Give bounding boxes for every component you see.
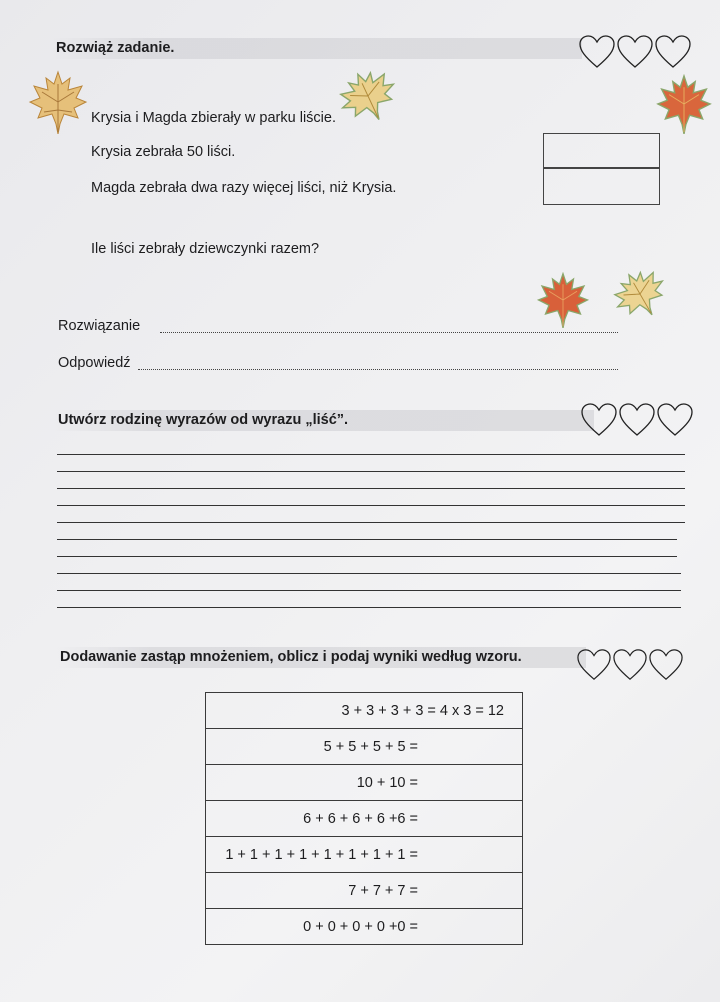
section2-heading: Utwórz rodzinę wyrazów od wyrazu „liść”. [58, 412, 349, 428]
hearts-group-3 [576, 648, 684, 682]
writing-line[interactable] [57, 454, 685, 455]
answer-line[interactable] [138, 369, 618, 370]
writing-line[interactable] [57, 607, 681, 608]
maple-leaf-icon [536, 272, 590, 328]
answer-label: Odpowiedź [58, 355, 131, 371]
calc-cell[interactable]: 10 + 10 = [206, 765, 523, 801]
calc-cell[interactable]: 5 + 5 + 5 + 5 = [206, 729, 523, 765]
writing-line[interactable] [57, 488, 685, 489]
writing-line[interactable] [57, 539, 677, 540]
calc-table [205, 692, 523, 945]
writing-line[interactable] [57, 573, 681, 574]
section1-heading: Rozwiąż zadanie. [56, 40, 175, 56]
writing-line[interactable] [57, 522, 685, 523]
heart-outline-icon [612, 648, 648, 682]
hearts-group-1 [578, 34, 692, 70]
calc-cell[interactable]: 7 + 7 + 7 = [206, 873, 523, 909]
calc-cell: 3 + 3 + 3 + 3 = 4 x 3 = 12 [206, 693, 523, 729]
heart-outline-icon [648, 648, 684, 682]
heart-outline-icon [618, 402, 656, 438]
table-row [206, 837, 523, 873]
story-line-1: Krysia i Magda zbierały w parku liście. [91, 110, 336, 126]
table-row [206, 765, 523, 801]
heart-outline-icon [616, 34, 654, 70]
writing-line[interactable] [57, 471, 685, 472]
story-line-3: Magda zebrała dwa razy więcej liści, niż Krysia. [91, 180, 397, 196]
solution-label: Rozwiązanie [58, 318, 141, 334]
writing-line[interactable] [57, 590, 681, 591]
answer-box-bottom[interactable] [543, 167, 660, 205]
table-row [206, 693, 523, 729]
section3-heading-bar [56, 647, 586, 668]
maple-leaf-icon [28, 70, 88, 134]
hearts-group-2 [580, 402, 694, 438]
section1-heading-bar [52, 38, 582, 59]
maple-leaf-icon [338, 70, 398, 122]
table-row [206, 801, 523, 837]
maple-leaf-icon [610, 270, 670, 318]
writing-line[interactable] [57, 505, 685, 506]
table-row [206, 729, 523, 765]
calc-cell[interactable]: 1 + 1 + 1 + 1 + 1 + 1 + 1 + 1 = [206, 837, 523, 873]
calc-cell[interactable]: 0 + 0 + 0 + 0 +0 = [206, 909, 523, 945]
heart-outline-icon [654, 34, 692, 70]
writing-line[interactable] [57, 556, 677, 557]
solution-answer-line[interactable] [160, 332, 618, 333]
calc-cell[interactable]: 6 + 6 + 6 + 6 +6 = [206, 801, 523, 837]
heart-outline-icon [656, 402, 694, 438]
heart-outline-icon [576, 648, 612, 682]
table-row [206, 909, 523, 945]
section3-heading: Dodawanie zastąp mnożeniem, oblicz i podaj wyniki według wzoru. [60, 649, 522, 665]
maple-leaf-icon [656, 74, 712, 134]
question: Ile liści zebrały dziewczynki razem? [91, 241, 320, 257]
table-row [206, 873, 523, 909]
answer-box-top[interactable] [543, 133, 660, 169]
heart-outline-icon [578, 34, 616, 70]
heart-outline-icon [580, 402, 618, 438]
story-line-2: Krysia zebrała 50 liści. [91, 144, 236, 160]
section2-heading-bar [54, 410, 594, 431]
